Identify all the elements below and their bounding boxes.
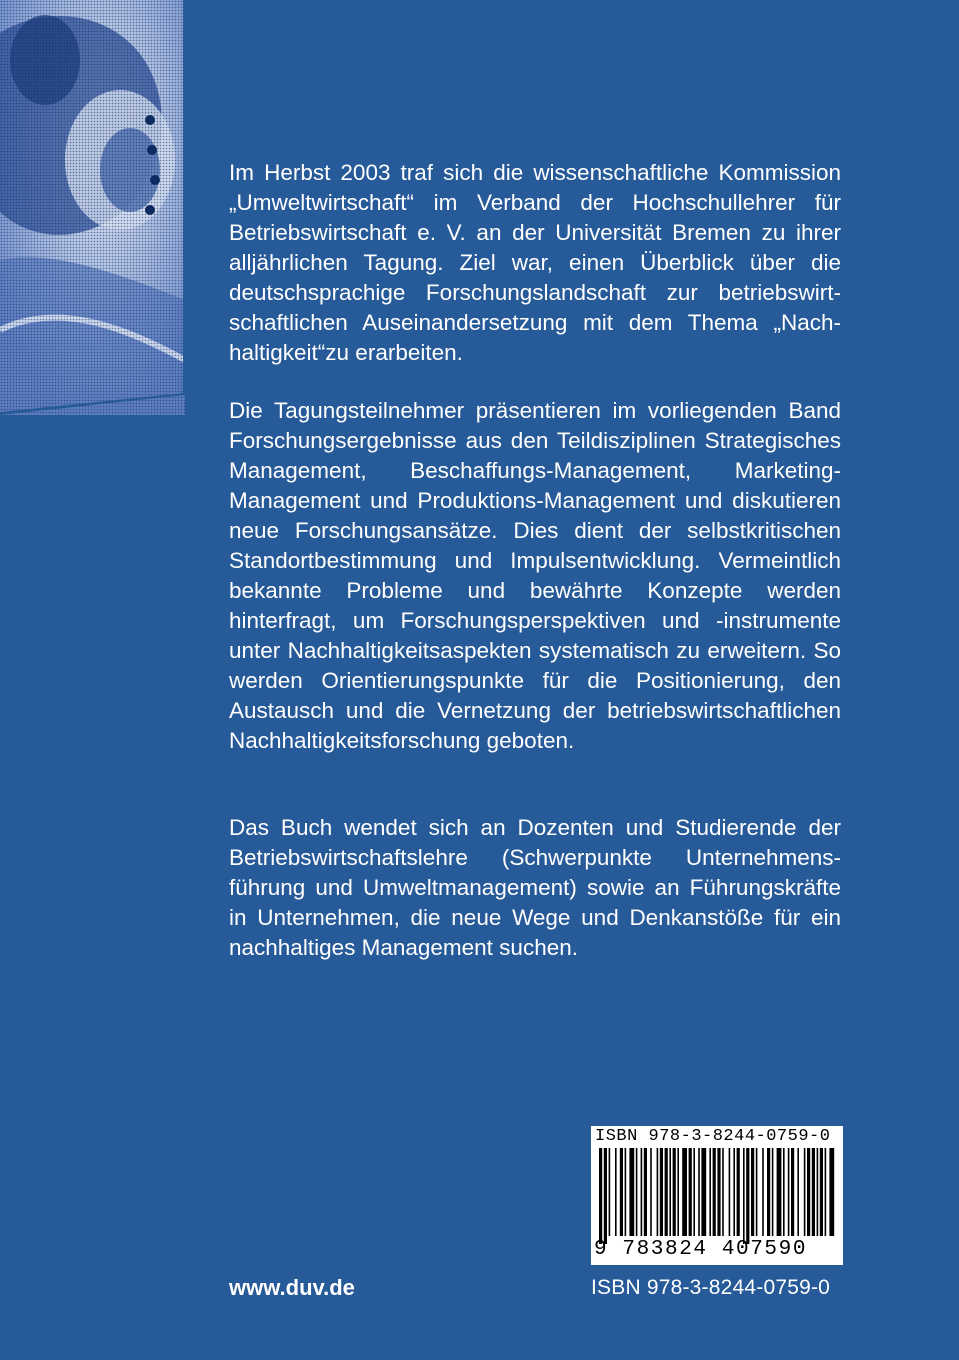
barcode-bar bbox=[737, 1148, 740, 1236]
barcode-bar bbox=[677, 1148, 679, 1236]
blurb-text: Die Tagungsteilnehmer präsentieren im vorliegenden Band Forschungsergebnisse aus den Teildisziplinen Strategisches Management, Beschaffungs-Management, Marketing-Management und Produktions-Management und diskutieren neue Forschungsansätze. Dies dient der selbstkritischen Standortbestimmung und Impulsentwicklung. Vermeintlich bekannte Probleme und bewährte Konzepte werden hinterfragt, um Forschungsperspektiven und -instrumente unter Nachhaltigkeitsaspekten systematisch zu erweitern. So werden Orientierungspunkte für die Positionierung, den Austausch und die Vernetzung der betriebswirtschaftlichen Nachhaltigkeitsforschung geboten. bbox=[229, 398, 841, 753]
barcode-bar bbox=[609, 1148, 611, 1236]
barcode-bar bbox=[807, 1148, 810, 1236]
barcode-bar bbox=[829, 1148, 834, 1236]
barcode-bar bbox=[817, 1148, 819, 1236]
blurb-paragraph-3 bbox=[229, 813, 841, 963]
barcode-bar bbox=[693, 1148, 695, 1236]
barcode-bar bbox=[733, 1148, 735, 1236]
isbn-text: ISBN 978-3-8244-0759-0 bbox=[591, 1276, 831, 1299]
barcode-bar bbox=[660, 1148, 663, 1236]
barcode-bar bbox=[722, 1148, 724, 1236]
blurb-paragraph-1 bbox=[229, 158, 841, 368]
barcode-bar bbox=[812, 1148, 815, 1236]
barcode-bar bbox=[751, 1148, 754, 1236]
barcode-bar bbox=[804, 1148, 806, 1236]
barcode-bar bbox=[641, 1148, 643, 1236]
barcode-bar bbox=[797, 1148, 799, 1236]
barcode-bar bbox=[636, 1148, 638, 1236]
barcode-bar bbox=[673, 1148, 676, 1236]
barcode-bar bbox=[788, 1148, 790, 1236]
blurb-text: Im Herbst 2003 traf sich die wissenschaftliche Kommission „Umweltwirtschaft“ im Verband der Hochschullehrer für Betriebswirtschaft e. V. an der Universität Bremen zu ihrer alljährlichen Tagung. Ziel war, einen Überblick über die deutschsprachige Forschungslandschaft zur betriebswirtschaftlichen Auseinandersetzung mit dem Thema „Nachhaltigkeit“zu erarbeiten. bbox=[229, 160, 841, 365]
barcode-bar bbox=[629, 1148, 634, 1236]
barcode-bar bbox=[599, 1148, 602, 1244]
barcode-bar bbox=[777, 1148, 782, 1236]
barcode-bar bbox=[717, 1148, 720, 1236]
barcode-bar bbox=[669, 1148, 671, 1236]
barcode-digits: 9 783824 407590 bbox=[594, 1238, 808, 1261]
isbn-barcode bbox=[591, 1126, 843, 1265]
barcode-bar bbox=[791, 1148, 794, 1236]
barcode-bar bbox=[665, 1148, 668, 1236]
barcode-bar bbox=[762, 1148, 764, 1236]
barcode-bar bbox=[689, 1148, 692, 1236]
barcode-bar bbox=[625, 1148, 627, 1236]
barcode-bar bbox=[604, 1148, 607, 1244]
barcode-bar bbox=[825, 1148, 827, 1236]
barcode-bar bbox=[729, 1148, 731, 1236]
barcode-bar bbox=[772, 1148, 774, 1236]
barcode-bar bbox=[746, 1148, 749, 1244]
barcode-bar bbox=[713, 1148, 716, 1236]
blurb-paragraph-2 bbox=[229, 396, 841, 756]
barcode-bar bbox=[767, 1148, 770, 1236]
barcode-bar bbox=[709, 1148, 711, 1236]
barcode-isbn-label: ISBN 978-3-8244-0759-0 bbox=[595, 1127, 831, 1146]
barcode-bar bbox=[615, 1148, 617, 1236]
barcode-bar bbox=[657, 1148, 659, 1236]
barcode-bar bbox=[701, 1148, 706, 1236]
barcode-bar bbox=[756, 1148, 758, 1236]
barcode-bar bbox=[620, 1148, 623, 1236]
barcode-bar bbox=[682, 1148, 687, 1236]
barcode-bar bbox=[783, 1148, 785, 1236]
barcode-bar bbox=[644, 1148, 647, 1236]
halftone-photo-icon bbox=[0, 0, 185, 415]
barcode-bar bbox=[743, 1148, 745, 1244]
barcode-bar bbox=[650, 1148, 652, 1236]
publisher-website: www.duv.de bbox=[229, 1275, 355, 1300]
barcode-bar bbox=[698, 1148, 700, 1236]
barcode-bar bbox=[820, 1148, 823, 1236]
blurb-text: Das Buch wendet sich an Dozenten und Studierende der Betriebswirtschaftslehre (Schwerpunkte Unternehmensführung und Umweltmanagement) sowie an Führungskräfte in Unternehmen, die neue Wege und Denkanstöße für ein nachhaltiges Management suchen. bbox=[229, 815, 841, 960]
